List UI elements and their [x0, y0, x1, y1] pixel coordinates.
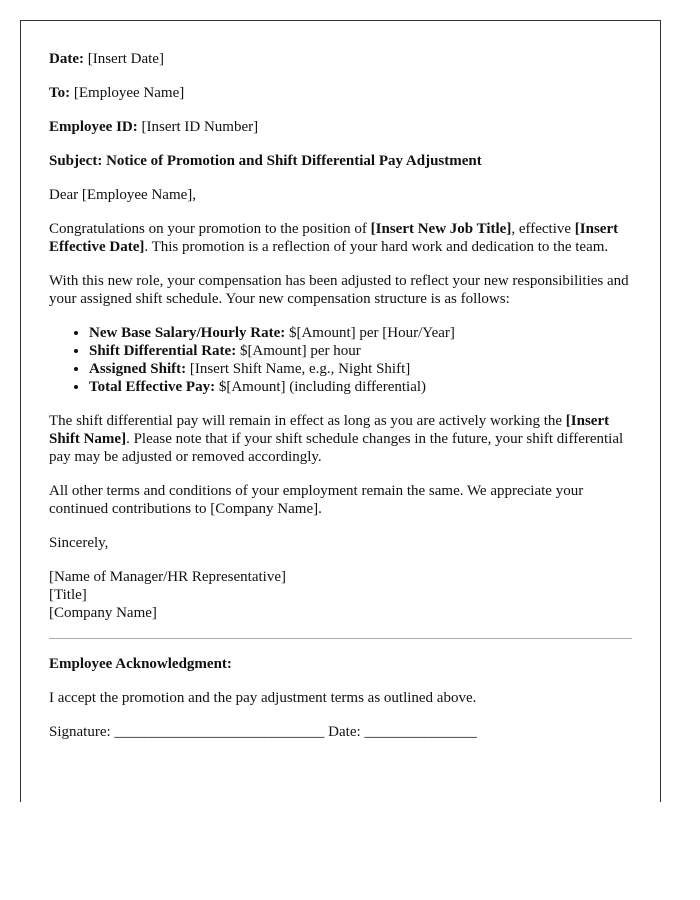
- paragraph-compensation: With this new role, your compensation has been adjusted to reflect your new responsibilities and your assigned shift schedule. Your new compensation structure is as follows:: [49, 273, 629, 307]
- paragraph-promotion: Congratulations on your promotion to the position of [Insert New Job Title], effective [Insert Effective Date]. This promotion is a reflection of your hard work and dedication to the team.: [49, 221, 619, 255]
- compensation-list: [49, 324, 632, 396]
- subject-line: Subject: Notice of Promotion and Shift Differential Pay Adjustment: [49, 153, 482, 169]
- letter: [20, 20, 661, 802]
- greeting: Dear [Employee Name],: [49, 187, 197, 203]
- paragraph-terms: All other terms and conditions of your employment remain the same. We appreciate your continued contributions to [Company Name].: [49, 483, 584, 517]
- paragraph-shift: The shift differential pay will remain in effect as long as you are actively working the [Insert Shift Name]. Please note that if your shift schedule changes in the future, your shift differential pay may be adjusted or removed accordingly.: [49, 413, 624, 465]
- signature-row: Signature: ____________________________ Date: _______________: [49, 724, 477, 740]
- acknowledgment-heading: Employee Acknowledgment:: [49, 656, 232, 672]
- closing: Sincerely,: [49, 535, 109, 551]
- list-item: • New Base Salary/Hourly Rate: $[Amount] per [Hour/Year]: [89, 324, 632, 342]
- employee-id-line: Employee ID: [Insert ID Number]: [49, 119, 259, 135]
- divider: [49, 638, 632, 639]
- date-field[interactable]: _______________: [364, 724, 477, 740]
- list-item: • Total Effective Pay: $[Amount] (including differential): [89, 378, 632, 396]
- list-item: • Shift Differential Rate: $[Amount] per hour: [89, 342, 632, 360]
- date-line: Date: [Insert Date]: [49, 51, 164, 67]
- acknowledgment-statement: I accept the promotion and the pay adjustment terms as outlined above.: [49, 690, 477, 706]
- signature-block: [Name of Manager/HR Representative] [Title] [Company Name]: [49, 569, 286, 621]
- to-line: To: [Employee Name]: [49, 85, 185, 101]
- list-item: • Assigned Shift: [Insert Shift Name, e.g., Night Shift]: [89, 360, 632, 378]
- signature-field[interactable]: ____________________________: [114, 724, 325, 740]
